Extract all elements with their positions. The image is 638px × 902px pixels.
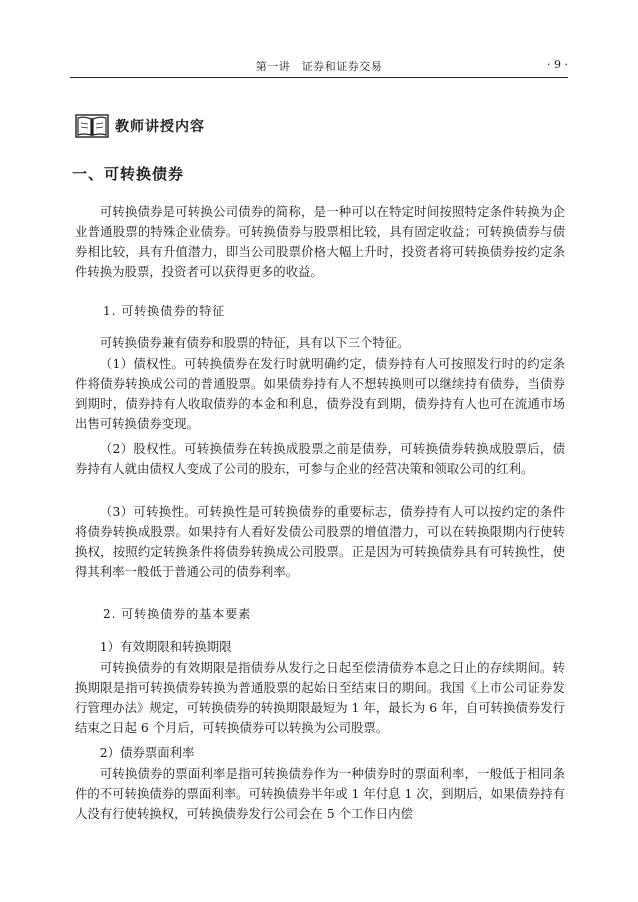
- running-header-title: 第一讲 证券和证券交易: [255, 60, 383, 73]
- intro-paragraph: 可转换债券是可转换公司债券的简称，是一种可以在特定时间按照特定条件转换为企业普通股票的特殊企业债券。可转换债券与股票相比较，具有固定收益；可转换债券与债券相比较，具有升值潜力，即当公司股票价格大幅上升时，投资者将可转换债券按约定条件转换为股票，投资者可以获得更多的收益。: [75, 204, 565, 279]
- element-term-paragraph: 可转换债券的有效期限是指债券从发行之日起至偿清债券本息之日止的存续期间。转换期限是指可转换债券转换为普通股票的起始日至结束日的期间。我国《上市公司证券发行管理办法》规定，可转换债券的转换期限最短为 1 年，最长为 6 年，自可转换债券发行结束之日起 6 个月后，可转换债券可以转换为公司股票。: [75, 660, 565, 735]
- feature-debt-paragraph: （1）债权性。可转换债券在发行时就明确约定，债券持有人可按照发行时的约定条件将债券转换成公司的普通股票。如果债券持有人不想转换则可以继续持有债券，当债券到期时，债券持有人收取债券的本金和利息，债券没有到期，债券持有人也可在流通市场出售可转换债券变现。: [75, 356, 565, 431]
- teacher-section-banner: [75, 114, 205, 138]
- element-rate-title: 2）债券票面利率: [99, 745, 195, 760]
- banner-label: 教师讲授内容: [115, 119, 205, 135]
- features-lead: 可转换债券兼有债券和股票的特征，具有以下三个特征。: [99, 335, 410, 350]
- subsection-title-elements: 2. 可转换债券的基本要素: [103, 607, 252, 621]
- subsection-title-features: 1. 可转换债券的特征: [103, 304, 226, 318]
- element-term-title: 1）有效期限和转换期限: [99, 639, 232, 654]
- header-rule: [70, 77, 568, 78]
- element-rate-paragraph: 可转换债券的票面利率是指可转换债券作为一种债券时的票面利率，一般低于相同条件的不可转换债券的票面利率。可转换债券半年或 1 年付息 1 次，到期后，如果债券持有人没有行使转换权，可转换债券发行公司会在 5 个工作日内偿: [75, 766, 565, 821]
- feature-equity-paragraph: （2）股权性。可转换债券在转换成股票之前是债券，可转换债券转换成股票后，债券持有人就由债权人变成了公司的股东，可参与企业的经营决策和领取公司的红利。: [75, 441, 565, 476]
- book-icon: [75, 114, 109, 138]
- feature-convertibility-paragraph: （3）可转换性。可转换性是可转换债券的重要标志，债券持有人可以按约定的条件将债券转换成股票。如果持有人看好发债公司股票的增值潜力，可以在转换限期内行使转换权，按照约定转换条件将债券转换成公司股票。正是因为可转换债券具有可转换性，使得其利率一般低于普通公司的债券利率。: [75, 504, 565, 579]
- page-number: · 9 ·: [547, 58, 568, 71]
- section-title: 一、可转换债券: [72, 165, 185, 183]
